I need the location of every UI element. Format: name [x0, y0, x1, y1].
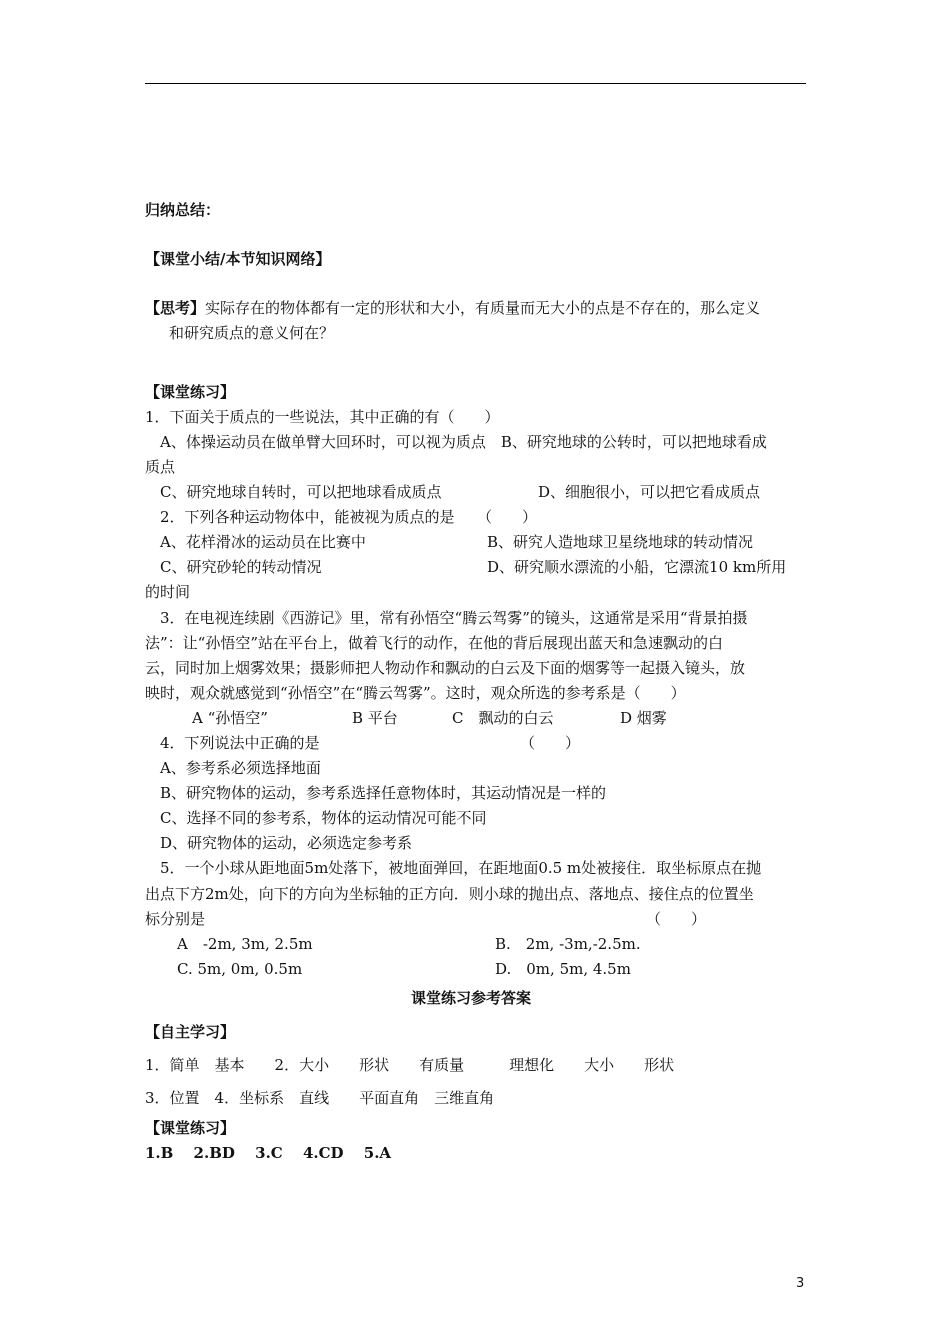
thinking-text: 实际存在的物体都有一定的形状和大小，有质量而无大小的点是不存在的，那么定义	[205, 299, 761, 317]
q2-option-b: B、研究人造地球卫星绕地球的转动情况	[487, 533, 754, 551]
q3-line2: 法”：让“孙悟空”站在平台上，做着飞行的动作，在他的背后展现出蓝天和急速飘动的白	[145, 634, 724, 652]
page-number: 3	[796, 1276, 805, 1291]
q5-answer-blank: （ ）	[646, 910, 707, 928]
q5-option-c: C. 5m, 0m, 0.5m	[177, 960, 303, 978]
q1-option-c: C、研究地球自转时，可以把地球看成质点	[160, 483, 442, 501]
thinking-label: 【思考】	[145, 299, 206, 317]
thinking-text-cont: 和研究质点的意义何在？	[169, 324, 335, 342]
q5-line1: 5．一个小球从距地面5m处落下，被地面弹回，在距地面0.5 m处被接住．取坐标原点在抛	[160, 859, 762, 877]
q5-option-d: D. 0m, 5m, 4.5m	[495, 960, 631, 978]
q5-line2: 出点下方2m处，向下的方向为坐标轴的正方向．则小球的抛出点、落地点、接住点的位置坐	[145, 885, 754, 903]
q4-option-b: B、研究物体的运动，参考系选择任意物体时，其运动情况是一样的	[160, 784, 607, 802]
q4-option-d: D、研究物体的运动，必须选定参考系	[160, 834, 413, 852]
q2-option-d-cont: 的时间	[145, 583, 191, 601]
answers-title: 课堂练习参考答案	[411, 989, 532, 1007]
q4-stem: 4．下列说法中正确的是	[160, 734, 320, 752]
thinking-paragraph	[145, 298, 760, 318]
q1-option-b-cont: 质点	[145, 458, 176, 476]
q2-option-a: A、花样滑冰的运动员在比赛中	[160, 533, 366, 551]
q3-line4: 映时，观众就感觉到“孙悟空”在“腾云驾雾”。这时，观众所选的参考系是（ ）	[145, 684, 686, 702]
q3-option-c: C 飘动的白云	[452, 709, 554, 727]
q3-option-a: A “孙悟空”	[192, 709, 268, 727]
q5-option-b: B. 2m, -3m,-2.5m.	[495, 935, 641, 953]
header-rule	[145, 83, 806, 84]
q5-option-a: A -2m, 3m, 2.5m	[177, 935, 313, 953]
q1-stem: 1．下面关于质点的一些说法，其中正确的有（ ）	[145, 408, 500, 426]
q1-option-d: D、细胞很小，可以把它看成质点	[538, 483, 761, 501]
q4-option-a: A、参考系必须选择地面	[160, 759, 321, 777]
self-study-answers-2: 3．位置 4．坐标系 直线 平面直角 三维直角	[145, 1089, 495, 1107]
q4-answer-blank: （ ）	[520, 734, 581, 752]
q4-option-c: C、选择不同的参考系，物体的运动情况可能不同	[160, 809, 487, 827]
q3-option-b: B 平台	[352, 709, 398, 727]
q3-option-d: D 烟雾	[620, 709, 667, 727]
q2-option-c: C、研究砂轮的转动情况	[160, 558, 322, 576]
q1-options-ab: A、体操运动员在做单臂大回环时，可以视为质点 B、研究地球的公转时，可以把地球看成	[160, 433, 767, 451]
q2-option-d: D、研究顺水漂流的小船，它漂流10 km所用	[487, 558, 787, 576]
q5-line3: 标分别是	[145, 910, 206, 928]
practice-answers: 1.B 2.BD 3.C 4.CD 5.A	[145, 1144, 392, 1162]
q2-stem: 2．下列各种运动物体中，能被视为质点的是 （ ）	[160, 508, 538, 526]
practice-heading-2: 【课堂练习】	[145, 1119, 236, 1137]
class-summary-heading: 【课堂小结/本节知识网络】	[145, 250, 331, 268]
self-study-answers-1: 1．简单 基本 2．大小 形状 有质量 理想化 大小 形状	[145, 1056, 675, 1074]
self-study-heading: 【自主学习】	[145, 1023, 236, 1041]
practice-heading: 【课堂练习】	[145, 383, 236, 401]
summary-heading: 归纳总结：	[145, 201, 221, 219]
q3-line3: 云，同时加上烟雾效果；摄影师把人物动作和飘动的白云及下面的烟雾等一起摄入镜头，放	[145, 659, 746, 677]
q3-line1: 3．在电视连续剧《西游记》里，常有孙悟空“腾云驾雾”的镜头，这通常是采用“背景拍摄	[160, 609, 748, 627]
